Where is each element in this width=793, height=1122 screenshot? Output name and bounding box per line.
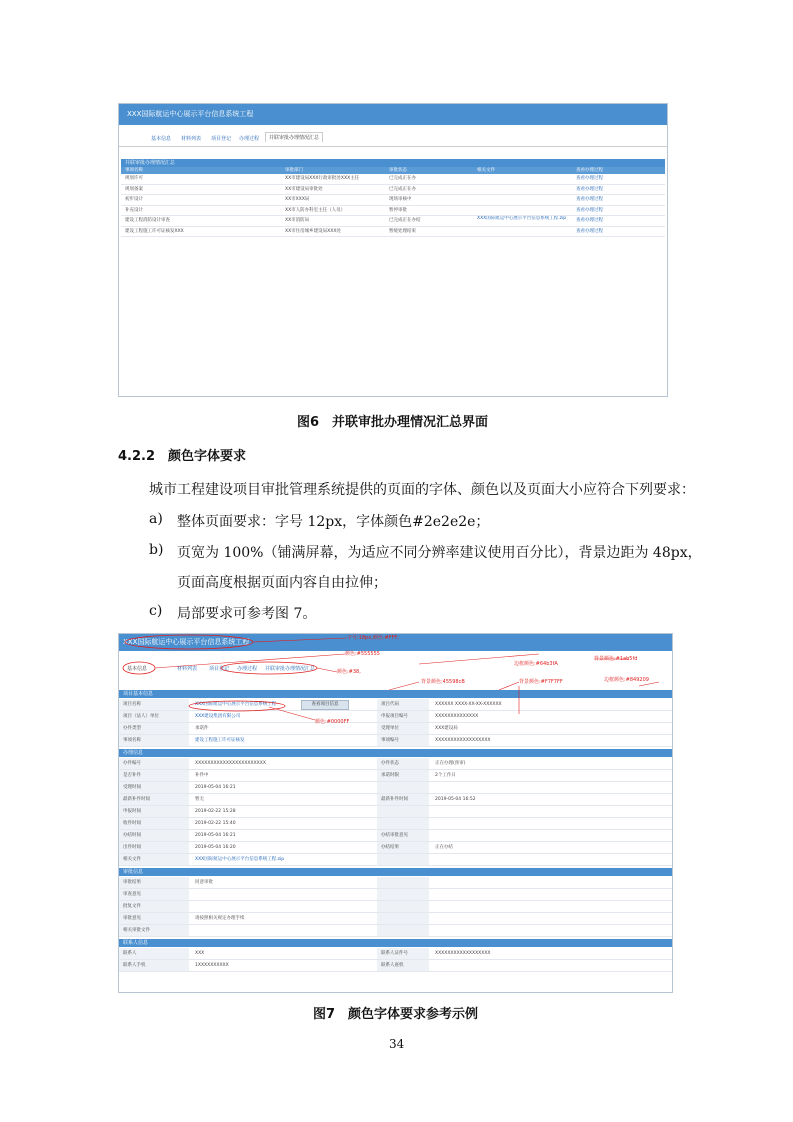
- field-value-2: 正在办结: [435, 845, 453, 850]
- table-row: [121, 206, 665, 217]
- field-value[interactable]: XXX国际航运中心展示平台信息系统工程.zip: [195, 857, 285, 862]
- col-header-view: 查看办理过程: [576, 168, 603, 173]
- table-row: [121, 227, 665, 238]
- table-row: [121, 174, 665, 185]
- field-value: 2019-05-04 16:21: [195, 785, 236, 790]
- cell-name: 补充设计: [125, 207, 143, 213]
- fig7-section-title: 办理信息: [119, 749, 672, 757]
- field-label: 批复文件: [119, 901, 189, 912]
- fig6-title-bar: XXX国际航运中心展示平台信息系统工程: [119, 104, 667, 125]
- annotation-bg-color-2: 背景颜色:45598cB: [421, 679, 465, 685]
- annotation-link-color: 颜色:#0000FF: [315, 719, 350, 725]
- field-label-2: 项目代码: [377, 699, 429, 710]
- list-item-b-continuation: 页面高度根据页面内容自由拉伸；: [177, 575, 387, 591]
- table-row: [121, 185, 665, 196]
- cell-status: 暂缓处理结束: [389, 228, 416, 234]
- field-value: 2019-05-04 16:20: [195, 845, 236, 850]
- field-label: 相关审批文件: [119, 925, 189, 936]
- cell-view[interactable]: 查看办理过程: [576, 207, 603, 213]
- field-value-2: XXX建设局: [435, 726, 458, 731]
- field-label: 联系人手机: [119, 960, 189, 971]
- fig6-table-header: [121, 167, 665, 174]
- field-label: 审批结果: [119, 877, 189, 888]
- field-label-2: 最新补件时间: [377, 794, 429, 805]
- tab-basic-info[interactable]: 基本信息: [151, 136, 172, 142]
- field-value-2: 正在办理(预审): [435, 761, 466, 766]
- field-value-2: XXXXXXXXXXXXXXXXXX: [435, 951, 491, 956]
- annotation-title-font: 字号:18px,颜色:#FFF;: [347, 635, 399, 641]
- field-label: 收件时间: [119, 818, 189, 829]
- field-label-2: 事项编号: [377, 735, 429, 746]
- annotation-border-color-2: 边框颜色:#849209: [604, 677, 649, 683]
- fig7-title-bar: XXX国际航运中心展示平台信息系统工程: [119, 634, 672, 651]
- tab-registration[interactable]: 项目登记: [211, 136, 232, 142]
- annotation-bg-color-3: 背景颜色:#F7F7FF: [519, 679, 563, 685]
- table-row: [121, 195, 665, 206]
- col-header-dept: 审批部门: [285, 168, 303, 173]
- field-value: 2019-02-22 15:40: [195, 821, 236, 826]
- field-label: 申报时间: [119, 806, 189, 817]
- field-value: 2019-02-22 15:28: [195, 809, 236, 814]
- fig7-tab-summary[interactable]: 并联审批办理情况汇总: [265, 666, 316, 672]
- list-item-b-label: b): [149, 542, 164, 558]
- field-label-2: 联系人证件号: [377, 948, 429, 959]
- cell-status: 已完成正在办: [389, 186, 416, 192]
- cell-view[interactable]: 查看办理过程: [576, 186, 603, 192]
- cell-view[interactable]: 查看办理过程: [576, 176, 603, 181]
- field-label: 办件编号: [119, 758, 189, 769]
- field-label: 相关文件: [119, 854, 189, 865]
- cell-view[interactable]: 查看办理过程: [576, 228, 603, 234]
- field-label: 审批意见: [119, 913, 189, 924]
- field-value: 承诺件: [195, 726, 209, 731]
- intro-paragraph: 城市工程建设项目审批管理系统提供的页面的字体、颜色以及页面大小应符合下列要求：: [149, 482, 695, 498]
- annotation-gray-text: 颜色:#555555: [345, 651, 380, 657]
- field-label: 出件时间: [119, 842, 189, 853]
- figure6-screenshot: [118, 103, 668, 397]
- figure6-caption: 图6 并联审批办理情况汇总界面: [297, 415, 489, 430]
- field-label: 联系人: [119, 948, 189, 959]
- field-label: 项目名称: [119, 699, 189, 710]
- cell-dept: XX市建设局XXX行政审批处XXX主任: [285, 176, 360, 181]
- list-item-c-text: 局部要求可参考图 7。: [177, 606, 317, 622]
- fig7-annotation-overlay: [119, 634, 672, 992]
- fig7-section-title: 项目基本信息: [119, 690, 672, 698]
- list-item-b-text: 页宽为 100%（铺满屏幕，为适应不同分辨率建议使用百分比），背景边距为 48px，: [177, 545, 702, 561]
- field-value[interactable]: XXX国际航运中心展示平台信息系统工程: [195, 702, 277, 707]
- field-value: 请按照相关规定办理手续: [195, 916, 245, 921]
- cell-name: 规划备案: [125, 186, 143, 192]
- field-value-2: XXXXXXXXXXXXXXXXXX: [435, 738, 491, 743]
- field-label-2: 申报项目编号: [377, 711, 429, 722]
- cell-dept: XX市住房城乡建设局XXX处: [285, 228, 341, 234]
- cell-dept: XX市XXX局: [285, 197, 310, 202]
- col-header-files: 相关文件: [477, 168, 495, 173]
- field-label-2: 联系人座机: [377, 960, 429, 971]
- cell-files[interactable]: XXX国际航运中心展示平台信息系统工程.zip: [477, 216, 567, 221]
- field-label-2: 办结结果: [377, 842, 429, 853]
- cell-dept: XX市消防局: [285, 218, 310, 223]
- fig7-section-title: 联系人信息: [119, 939, 672, 947]
- field-label: 办结时间: [119, 830, 189, 841]
- col-header-status: 审批状态: [389, 168, 407, 173]
- fig7-tab-materials[interactable]: 材料列表: [177, 666, 198, 672]
- fig6-tabs: [119, 132, 667, 146]
- field-label-2: 承诺时限: [377, 770, 429, 781]
- field-value: XXX: [195, 951, 205, 956]
- fig7-tab-registration[interactable]: 项目登记: [209, 666, 230, 672]
- tab-materials[interactable]: 材料列表: [181, 136, 202, 142]
- field-label-2: 办结审批意见: [377, 830, 429, 841]
- field-label-2: 办件状态: [377, 758, 429, 769]
- fig7-tab-process[interactable]: 办理过程: [237, 666, 258, 672]
- field-label: 事项名称: [119, 735, 189, 746]
- figure7-caption: 图7 颜色字体要求参考示例: [313, 1007, 479, 1022]
- annotation-border-color: 边框颜色:#64b3fA: [514, 661, 558, 667]
- field-value-2: 2个工作日: [435, 773, 456, 778]
- cell-view[interactable]: 查看办理过程: [576, 218, 603, 223]
- field-value: 同意审批: [195, 880, 213, 885]
- cell-status: 现场审核中: [389, 197, 412, 202]
- annotation-bg-color-1: 背景颜色:#1ab5fd: [594, 656, 638, 662]
- field-label: 办件类型: [119, 723, 189, 734]
- cell-name: 建设工程消防设计审查: [125, 218, 170, 223]
- field-value: 1XXXXXXXXXX: [195, 963, 229, 968]
- cell-dept: XX市建设局审批处: [285, 186, 323, 192]
- field-value-2: XXXXXXXXXXXXXX: [435, 714, 479, 719]
- tab-process[interactable]: 办理过程: [239, 136, 260, 142]
- field-value[interactable]: 建设工程施工许可证核发: [195, 738, 245, 743]
- cell-name: 建设工程施工许可证核发XXX: [125, 228, 184, 234]
- field-label: 受理时间: [119, 782, 189, 793]
- field-label: 项目（法人）单位: [119, 711, 189, 722]
- field-value: 2019-05-04 16:21: [195, 833, 236, 838]
- field-value: 暂无: [195, 797, 204, 802]
- list-item-a-label: a): [149, 511, 163, 527]
- cell-status: 已完成正在办: [389, 176, 416, 181]
- list-item-a-text: 整体页面要求：字号 12px，字体颜色#2e2e2e；: [177, 514, 490, 530]
- page-number: 34: [389, 1037, 405, 1051]
- fig7-tab-basic-info[interactable]: 基本信息: [127, 666, 148, 672]
- fig6-section-title: 并联审批办理情况汇总: [121, 159, 665, 167]
- field-label: 是否补件: [119, 770, 189, 781]
- tab-summary[interactable]: 并联审批办理情况汇总: [265, 132, 323, 142]
- field-value[interactable]: XXX建设集团有限公司: [195, 714, 241, 719]
- cell-view[interactable]: 查看办理过程: [576, 197, 603, 202]
- cell-status: 暂停审批: [389, 207, 407, 213]
- field-value: 补件中: [195, 773, 209, 778]
- field-value-2: XXXXXX XXXX-XX-XX-XXXXXX: [435, 702, 502, 707]
- table-row: [121, 216, 665, 227]
- field-label-2: 受理单位: [377, 723, 429, 734]
- cell-name: 规划许可: [125, 176, 143, 181]
- field-value-2: 2019-05-04 16:52: [435, 797, 476, 802]
- cell-name: 初步设计: [125, 197, 143, 202]
- cell-dept: XX市人防办科室主任（人员）: [285, 207, 346, 213]
- col-header-name: 事项名称: [125, 168, 143, 173]
- annotation-font-size: 颜色:#38,: [337, 669, 361, 675]
- field-label: 最新补件时间: [119, 794, 189, 805]
- fig7-section-title: 审批信息: [119, 868, 672, 876]
- fig6-summary-table: [121, 159, 665, 237]
- section-heading: 4.2.2 颜色字体要求: [118, 449, 247, 464]
- view-project-info-button[interactable]: 查看项目信息: [301, 700, 349, 710]
- cell-status: 已完成正在办结: [389, 218, 421, 223]
- field-label: 审查意见: [119, 889, 189, 900]
- field-value: XXXXXXXXXXXXXXXXXXXXXXX: [195, 761, 266, 766]
- list-item-c-label: c): [149, 603, 163, 619]
- figure7-screenshot: [118, 633, 673, 993]
